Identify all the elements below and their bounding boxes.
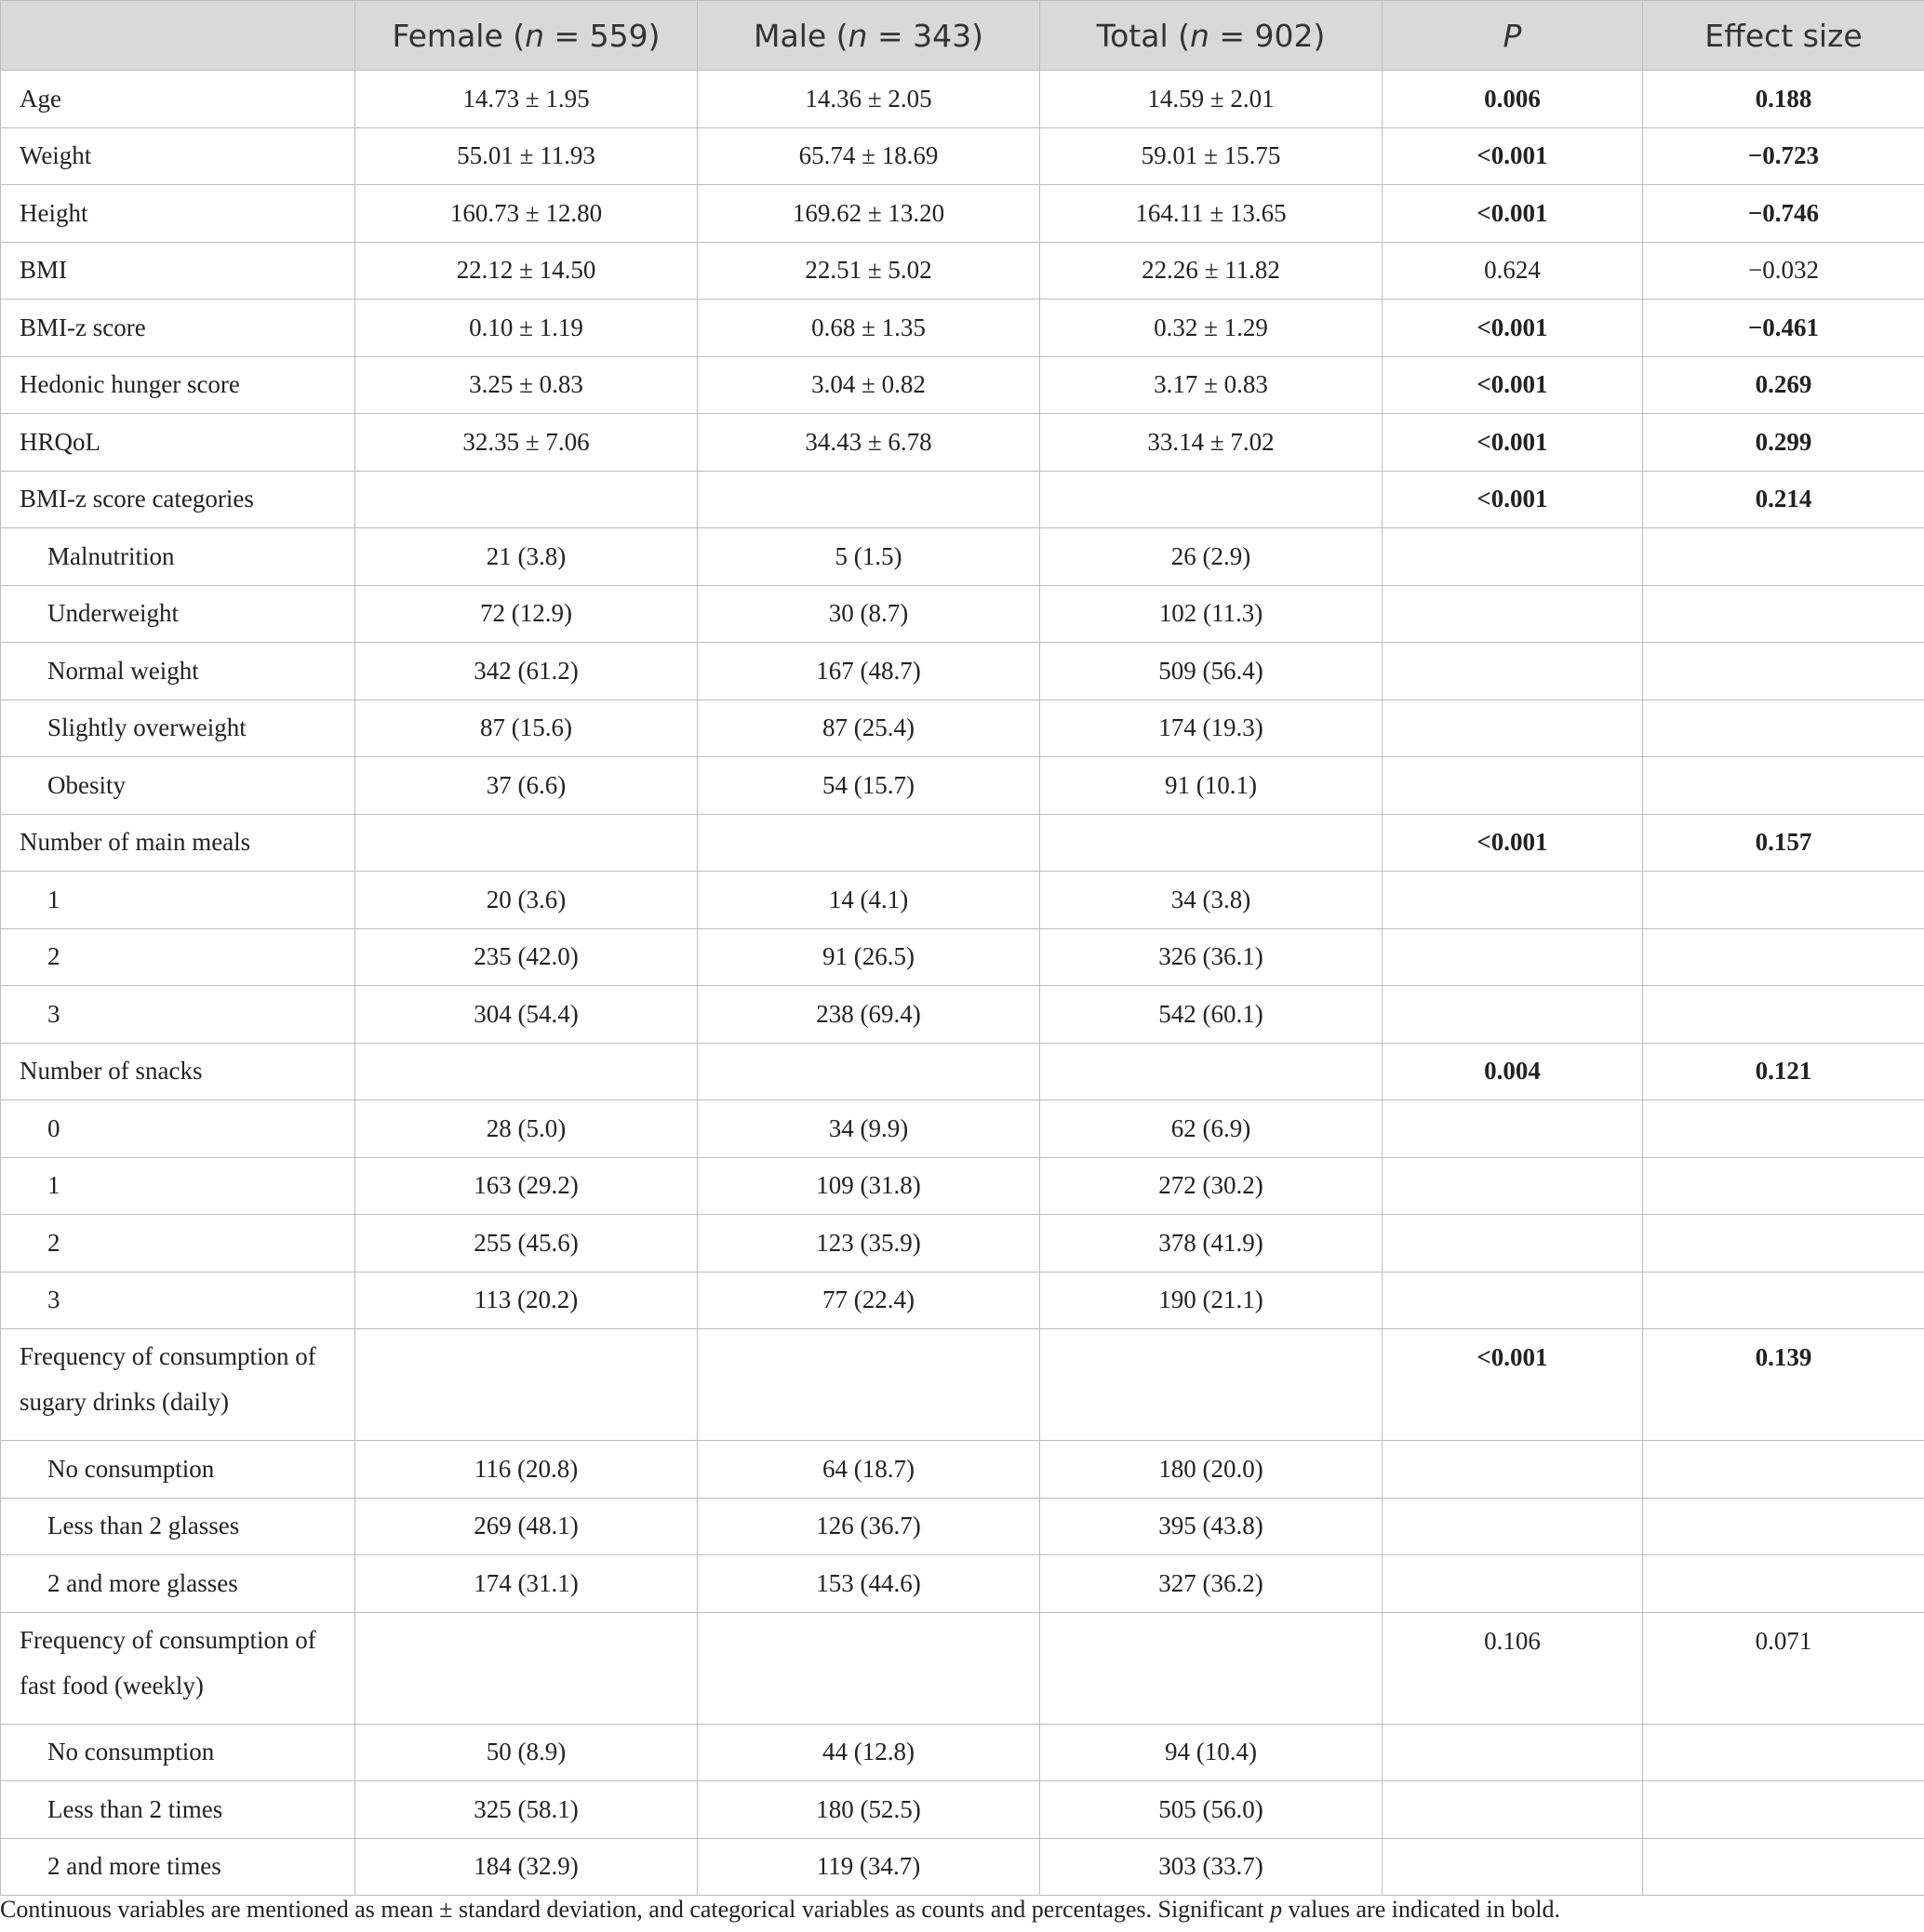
cell-p: <0.001	[1383, 814, 1643, 872]
table-row	[1, 471, 1924, 528]
cell-male: 91 (26.5)	[698, 928, 1040, 986]
cell-total: 94 (10.4)	[1040, 1724, 1383, 1781]
header-male-label: Male (	[754, 17, 848, 54]
cell-total: 102 (11.3)	[1040, 585, 1383, 643]
cell-total: 164.11 ± 13.65	[1040, 185, 1383, 243]
cell-female: 184 (32.9)	[355, 1838, 698, 1896]
row-sublabel: Normal weight	[1, 643, 355, 700]
cell-p	[1383, 1157, 1643, 1215]
cell-male: 238 (69.4)	[698, 986, 1040, 1044]
row-label: Height	[1, 185, 355, 243]
header-row	[1, 1, 1924, 71]
cell-female	[355, 1329, 698, 1441]
cell-total	[1040, 1043, 1383, 1100]
row-label: Number of snacks	[1, 1043, 355, 1100]
cell-effect: −0.032	[1643, 242, 1924, 300]
cell-effect	[1643, 872, 1924, 929]
cell-female: 37 (6.6)	[355, 757, 698, 815]
cell-female: 304 (54.4)	[355, 986, 698, 1044]
table-row	[1, 185, 1924, 243]
row-sublabel: 2	[1, 928, 355, 986]
header-effect-size: Effect size	[1643, 1, 1924, 71]
cell-total: 14.59 ± 2.01	[1040, 71, 1383, 128]
cell-female	[355, 1043, 698, 1100]
cell-male	[698, 1329, 1040, 1441]
table-row	[1, 928, 1924, 986]
row-sublabel: Slightly overweight	[1, 700, 355, 757]
cell-female	[355, 814, 698, 872]
cell-p: 0.006	[1383, 71, 1643, 128]
cell-effect	[1643, 757, 1924, 815]
cell-effect	[1643, 1838, 1924, 1896]
cell-p	[1383, 1272, 1643, 1329]
cell-total: 190 (21.1)	[1040, 1272, 1383, 1329]
row-sublabel: 0	[1, 1100, 355, 1158]
cell-p: <0.001	[1383, 1329, 1643, 1441]
cell-effect	[1643, 1215, 1924, 1272]
cell-p	[1383, 1100, 1643, 1158]
cell-male: 5 (1.5)	[698, 528, 1040, 586]
cell-effect	[1643, 928, 1924, 986]
cell-effect	[1643, 585, 1924, 643]
table-header	[1, 1, 1924, 71]
row-sublabel: Obesity	[1, 757, 355, 815]
cell-female: 28 (5.0)	[355, 1100, 698, 1158]
header-total	[1040, 1, 1383, 71]
cell-effect	[1643, 1441, 1924, 1499]
cell-female	[355, 1612, 698, 1724]
cell-effect: 0.071	[1643, 1612, 1924, 1724]
table-footnote	[0, 1896, 1924, 1924]
header-total-value: = 902)	[1209, 17, 1326, 54]
row-label: Frequency of consumption of sugary drinks (daily)	[1, 1329, 355, 1441]
cell-female: 55.01 ± 11.93	[355, 127, 698, 185]
table-row	[1, 1157, 1924, 1215]
cell-male: 14.36 ± 2.05	[698, 71, 1040, 128]
table-row	[1, 528, 1924, 586]
cell-p	[1383, 1781, 1643, 1839]
row-label: Weight	[1, 127, 355, 185]
header-male-n: n	[848, 17, 868, 54]
row-label: Number of main meals	[1, 814, 355, 872]
header-p	[1383, 1, 1643, 71]
table-row	[1, 1781, 1924, 1839]
cell-total: 378 (41.9)	[1040, 1215, 1383, 1272]
cell-total	[1040, 1612, 1383, 1724]
header-female-label: Female (	[392, 17, 526, 54]
table-row	[1, 1272, 1924, 1329]
cell-p	[1383, 757, 1643, 815]
row-sublabel: 2 and more glasses	[1, 1555, 355, 1613]
table-row	[1, 872, 1924, 929]
cell-effect: 0.188	[1643, 71, 1924, 128]
cell-total: 33.14 ± 7.02	[1040, 414, 1383, 472]
cell-female: 174 (31.1)	[355, 1555, 698, 1613]
cell-female: 269 (48.1)	[355, 1498, 698, 1555]
cell-effect: 0.157	[1643, 814, 1924, 872]
cell-female: 32.35 ± 7.06	[355, 414, 698, 472]
cell-female: 21 (3.8)	[355, 528, 698, 586]
cell-total: 303 (33.7)	[1040, 1838, 1383, 1896]
table-row	[1, 643, 1924, 700]
cell-total: 22.26 ± 11.82	[1040, 242, 1383, 300]
cell-total: 26 (2.9)	[1040, 528, 1383, 586]
cell-effect	[1643, 1555, 1924, 1613]
cell-total: 174 (19.3)	[1040, 700, 1383, 757]
cell-female: 3.25 ± 0.83	[355, 356, 698, 414]
header-female-value: = 559)	[544, 17, 661, 54]
cell-p	[1383, 1498, 1643, 1555]
table-row	[1, 414, 1924, 472]
cell-total: 272 (30.2)	[1040, 1157, 1383, 1215]
cell-total: 59.01 ± 15.75	[1040, 127, 1383, 185]
cell-male: 126 (36.7)	[698, 1498, 1040, 1555]
cell-female: 342 (61.2)	[355, 643, 698, 700]
cell-female: 235 (42.0)	[355, 928, 698, 986]
header-male-value: = 343)	[867, 17, 983, 54]
header-total-label: Total (	[1096, 17, 1190, 54]
cell-effect: −0.461	[1643, 300, 1924, 357]
cell-p: <0.001	[1383, 471, 1643, 528]
row-sublabel: 2	[1, 1215, 355, 1272]
cell-total	[1040, 814, 1383, 872]
row-sublabel: Less than 2 glasses	[1, 1498, 355, 1555]
row-label: Age	[1, 71, 355, 128]
cell-p: <0.001	[1383, 356, 1643, 414]
table-row	[1, 1100, 1924, 1158]
cell-effect	[1643, 643, 1924, 700]
row-sublabel: No consumption	[1, 1441, 355, 1499]
table-row	[1, 127, 1924, 185]
table-row	[1, 814, 1924, 872]
table-body	[1, 71, 1924, 1896]
cell-effect: 0.299	[1643, 414, 1924, 472]
cell-total: 3.17 ± 0.83	[1040, 356, 1383, 414]
cell-total	[1040, 1329, 1383, 1441]
row-sublabel: 3	[1, 986, 355, 1044]
cell-female: 50 (8.9)	[355, 1724, 698, 1781]
table-row	[1, 300, 1924, 357]
cell-p	[1383, 1555, 1643, 1613]
cell-male: 22.51 ± 5.02	[698, 242, 1040, 300]
table-row	[1, 1498, 1924, 1555]
cell-male: 87 (25.4)	[698, 700, 1040, 757]
cell-male: 54 (15.7)	[698, 757, 1040, 815]
table-row	[1, 1441, 1924, 1499]
cell-p	[1383, 1215, 1643, 1272]
row-sublabel: 3	[1, 1272, 355, 1329]
row-label: Hedonic hunger score	[1, 356, 355, 414]
cell-effect: 0.269	[1643, 356, 1924, 414]
cell-male	[698, 814, 1040, 872]
cell-total: 505 (56.0)	[1040, 1781, 1383, 1839]
cell-effect: 0.121	[1643, 1043, 1924, 1100]
header-female-n: n	[525, 17, 545, 54]
cell-male: 123 (35.9)	[698, 1215, 1040, 1272]
cell-female: 20 (3.6)	[355, 872, 698, 929]
row-sublabel: Malnutrition	[1, 528, 355, 586]
cell-female: 255 (45.6)	[355, 1215, 698, 1272]
cell-male: 109 (31.8)	[698, 1157, 1040, 1215]
cell-p: <0.001	[1383, 127, 1643, 185]
cell-total: 91 (10.1)	[1040, 757, 1383, 815]
table-row	[1, 356, 1924, 414]
table-row	[1, 700, 1924, 757]
cell-effect: −0.746	[1643, 185, 1924, 243]
cell-female: 0.10 ± 1.19	[355, 300, 698, 357]
table-row	[1, 1724, 1924, 1781]
cell-effect	[1643, 1724, 1924, 1781]
cell-male: 44 (12.8)	[698, 1724, 1040, 1781]
cell-female: 116 (20.8)	[355, 1441, 698, 1499]
row-sublabel: 1	[1, 1157, 355, 1215]
cell-male: 14 (4.1)	[698, 872, 1040, 929]
cell-p	[1383, 872, 1643, 929]
table-row	[1, 585, 1924, 643]
cell-p	[1383, 528, 1643, 586]
cell-male: 180 (52.5)	[698, 1781, 1040, 1839]
cell-total: 395 (43.8)	[1040, 1498, 1383, 1555]
cell-effect	[1643, 1100, 1924, 1158]
cell-female: 14.73 ± 1.95	[355, 71, 698, 128]
header-female	[355, 1, 698, 71]
cell-total: 34 (3.8)	[1040, 872, 1383, 929]
cell-female: 87 (15.6)	[355, 700, 698, 757]
cell-female: 325 (58.1)	[355, 1781, 698, 1839]
cell-female: 160.73 ± 12.80	[355, 185, 698, 243]
header-total-n: n	[1190, 17, 1209, 54]
row-label: BMI-z score categories	[1, 471, 355, 528]
header-male	[698, 1, 1040, 71]
cell-total: 326 (36.1)	[1040, 928, 1383, 986]
cell-male: 64 (18.7)	[698, 1441, 1040, 1499]
cell-male	[698, 1612, 1040, 1724]
cell-male: 167 (48.7)	[698, 643, 1040, 700]
cell-p: 0.004	[1383, 1043, 1643, 1100]
row-sublabel: No consumption	[1, 1724, 355, 1781]
table-row	[1, 986, 1924, 1044]
cell-effect	[1643, 1272, 1924, 1329]
table-row	[1, 1329, 1924, 1441]
row-label: Frequency of consumption of fast food (weekly)	[1, 1612, 355, 1724]
header-p-label: P	[1503, 17, 1522, 54]
cell-total: 0.32 ± 1.29	[1040, 300, 1383, 357]
table-row	[1, 1555, 1924, 1613]
header-variable	[1, 1, 355, 71]
cell-p: <0.001	[1383, 185, 1643, 243]
cell-effect: −0.723	[1643, 127, 1924, 185]
cell-female: 22.12 ± 14.50	[355, 242, 698, 300]
cell-female	[355, 471, 698, 528]
cell-total: 509 (56.4)	[1040, 643, 1383, 700]
cell-effect	[1643, 1498, 1924, 1555]
cell-male	[698, 1043, 1040, 1100]
cell-p	[1383, 928, 1643, 986]
cell-male: 34.43 ± 6.78	[698, 414, 1040, 472]
table-row	[1, 757, 1924, 815]
cell-p	[1383, 1441, 1643, 1499]
row-sublabel: 1	[1, 872, 355, 929]
cell-male: 77 (22.4)	[698, 1272, 1040, 1329]
cell-p: 0.106	[1383, 1612, 1643, 1724]
cell-p	[1383, 1838, 1643, 1896]
table-row	[1, 71, 1924, 128]
table-row	[1, 1612, 1924, 1724]
cell-p	[1383, 1724, 1643, 1781]
cell-p	[1383, 700, 1643, 757]
cell-effect	[1643, 700, 1924, 757]
cell-male: 119 (34.7)	[698, 1838, 1040, 1896]
cell-male: 3.04 ± 0.82	[698, 356, 1040, 414]
cell-effect	[1643, 1781, 1924, 1839]
cell-p: <0.001	[1383, 300, 1643, 357]
cell-male: 34 (9.9)	[698, 1100, 1040, 1158]
cell-effect	[1643, 1157, 1924, 1215]
cell-male: 65.74 ± 18.69	[698, 127, 1040, 185]
cell-male: 169.62 ± 13.20	[698, 185, 1040, 243]
cell-male	[698, 471, 1040, 528]
row-sublabel: 2 and more times	[1, 1838, 355, 1896]
cell-female: 72 (12.9)	[355, 585, 698, 643]
cell-effect: 0.139	[1643, 1329, 1924, 1441]
cell-female: 113 (20.2)	[355, 1272, 698, 1329]
cell-p	[1383, 585, 1643, 643]
cell-total: 542 (60.1)	[1040, 986, 1383, 1044]
footnote-text-end: values are indicated in bold.	[1282, 1896, 1560, 1923]
cell-female: 163 (29.2)	[355, 1157, 698, 1215]
cell-effect: 0.214	[1643, 471, 1924, 528]
table-row	[1, 242, 1924, 300]
row-sublabel: Underweight	[1, 585, 355, 643]
cell-total: 180 (20.0)	[1040, 1441, 1383, 1499]
cell-p: <0.001	[1383, 414, 1643, 472]
cell-effect	[1643, 986, 1924, 1044]
cell-male: 0.68 ± 1.35	[698, 300, 1040, 357]
cell-p	[1383, 643, 1643, 700]
row-label: BMI	[1, 242, 355, 300]
table-row	[1, 1838, 1924, 1896]
table-row	[1, 1043, 1924, 1100]
row-label: BMI-z score	[1, 300, 355, 357]
cell-effect	[1643, 528, 1924, 586]
table-row	[1, 1215, 1924, 1272]
footnote-text-start: Continuous variables are mentioned as mean ± standard deviation, and categorical variables as counts and percentages. Significant	[0, 1896, 1271, 1923]
footnote-italic-p: p	[1270, 1896, 1283, 1923]
cell-total	[1040, 471, 1383, 528]
cell-p: 0.624	[1383, 242, 1643, 300]
cell-p	[1383, 986, 1643, 1044]
cell-total: 62 (6.9)	[1040, 1100, 1383, 1158]
cell-male: 153 (44.6)	[698, 1555, 1040, 1613]
row-label: HRQoL	[1, 414, 355, 472]
cell-male: 30 (8.7)	[698, 585, 1040, 643]
row-sublabel: Less than 2 times	[1, 1781, 355, 1839]
cell-total: 327 (36.2)	[1040, 1555, 1383, 1613]
